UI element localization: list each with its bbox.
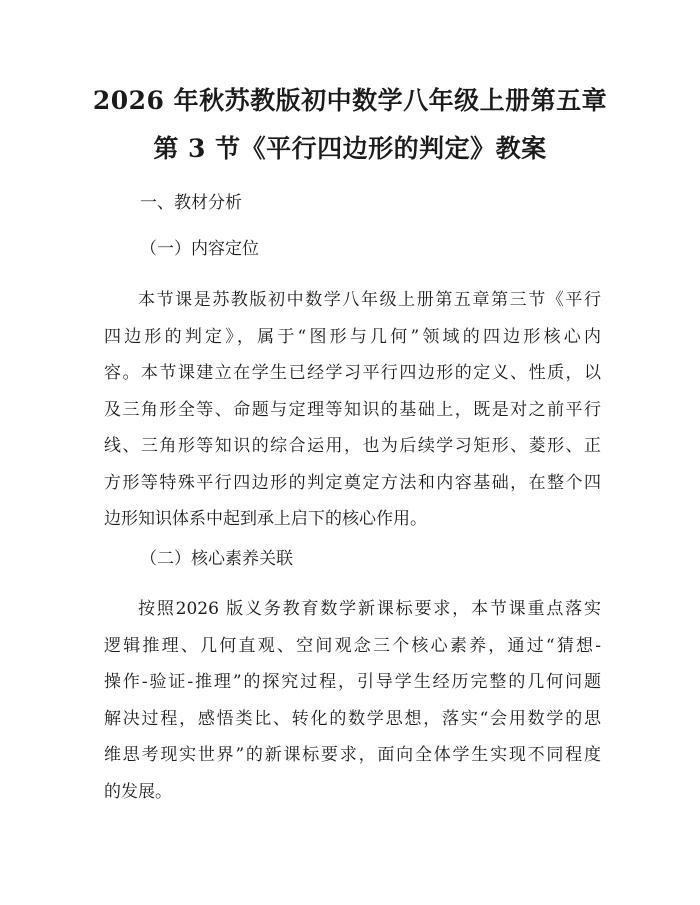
document-title-line-1: 2026 年秋苏教版初中数学八年级上册第五章: [92, 86, 608, 115]
subsection-heading-core-literacy: （二）核心素养关联: [140, 549, 293, 569]
paragraph-line: 逻辑推理、几何直观、空间观念三个核心素养，通过“猜想-: [104, 635, 601, 656]
paragraph-line: 及三角形全等、命题与定理等知识的基础上，既是对之前平行: [104, 399, 601, 420]
subsection-heading-content-positioning: （一）内容定位: [140, 239, 259, 259]
paragraph-line: 维思考现实世界”的新课标要求，面向全体学生实现不同程度: [104, 745, 601, 765]
paragraph-line: 四边形的判定》，属于“图形与几何”领域的四边形核心内: [104, 326, 601, 347]
paragraph-line: 方形等特殊平行四边形的判定奠定方法和内容基础，在整个四: [104, 472, 601, 493]
paragraph-line: 边形知识体系中起到承上启下的核心作用。: [104, 509, 427, 529]
paragraph-line: 容。本节课建立在学生已经学习平行四边形的定义、性质，以: [104, 363, 601, 383]
paragraph-line: 操作-验证-推理”的探究过程，引导学生经历完整的几何问题: [104, 672, 601, 692]
document-title-line-2: 第 3 节《平行四边形的判定》教案: [153, 134, 547, 163]
paragraph-line: 按照2026 版义务教育数学新课标要求，本节课重点落实: [138, 599, 601, 619]
paragraph-line: 的发展。: [104, 781, 172, 802]
paragraph-core-literacy: [104, 591, 601, 810]
paragraph-line: 线、三角形等知识的综合运用，也为后续学习矩形、菱形、正: [104, 436, 601, 456]
paragraph-content-positioning: [104, 282, 601, 538]
paragraph-line: 解决过程，感悟类比、转化的数学思想，落实“会用数学的思: [104, 708, 601, 729]
paragraph-line: 本节课是苏教版初中数学八年级上册第五章第三节《平行: [138, 290, 601, 310]
section-heading-teaching-material-analysis: 一、教材分析: [140, 193, 242, 213]
